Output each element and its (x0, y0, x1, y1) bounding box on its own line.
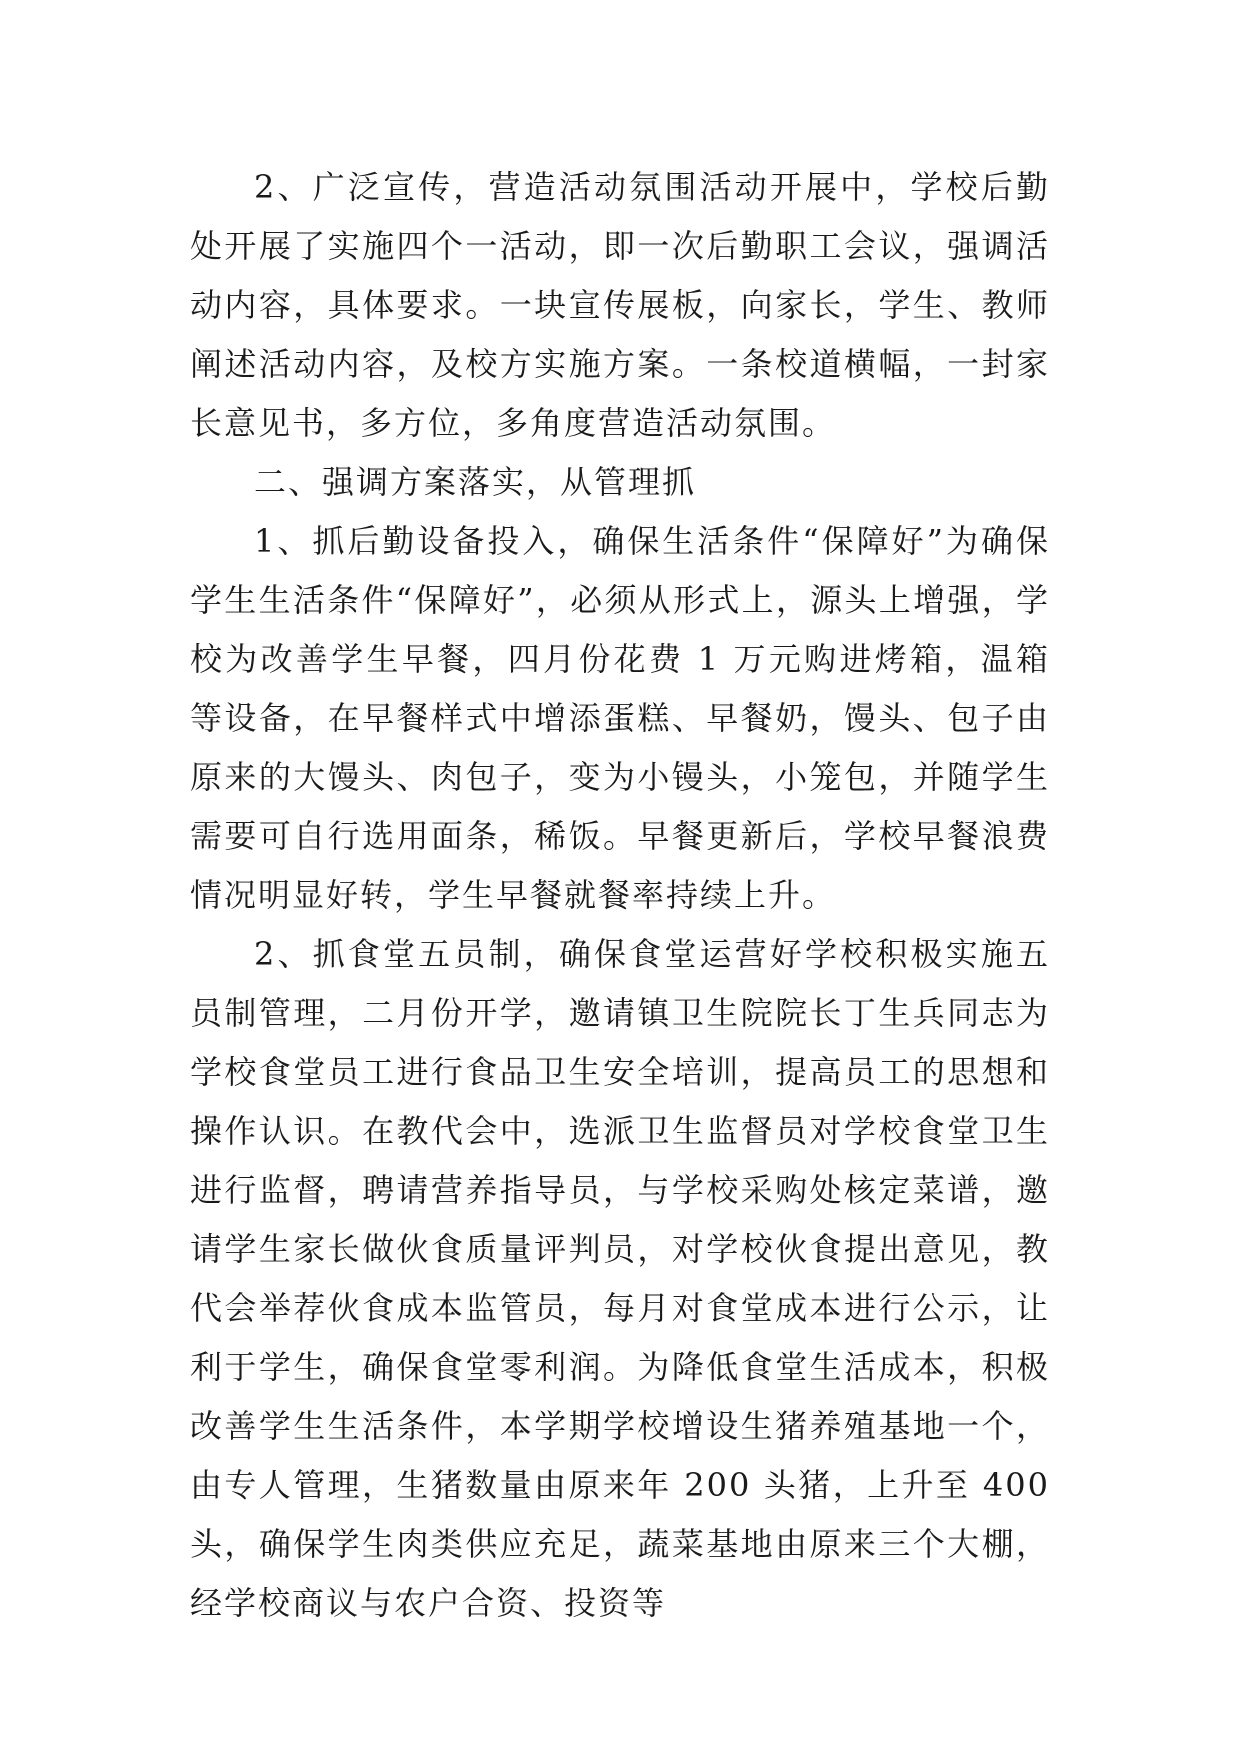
paragraph-publicity: 2、广泛宣传，营造活动氛围活动开展中，学校后勤处开展了实施四个一活动，即一次后勤职工会议，强调活动内容，具体要求。一块宣传展板，向家长，学生、教师阐述活动内容，及校方实施方案。一条校道横幅，一封家长意见书，多方位，多角度营造活动氛围。 (190, 168, 1050, 442)
paragraph-canteen: 2、抓食堂五员制，确保食堂运营好学校积极实施五员制管理，二月份开学，邀请镇卫生院院长丁生兵同志为学校食堂员工进行食品卫生安全培训，提高员工的思想和操作认识。在教代会中，选派卫生监督员对学校食堂卫生进行监督，聘请营养指导员，与学校采购处核定菜谱，邀请学生家长做伙食质量评判员，对学校伙食提出意见，教代会举荐伙食成本监管员，每月对食堂成本进行公示，让利于学生，确保食堂零利润。为降低食堂生活成本，积极改善学生生活条件，本学期学校增设生猪养殖基地一个，由专人管理，生猪数量由原来年 200 头猪，上升至 400 头，确保学生肉类供应充足，蔬菜基地由原来三个大棚，经学校商议与农户合资、投资等 (190, 935, 1050, 1622)
document-body (190, 158, 1050, 1633)
paragraph-equipment: 1、抓后勤设备投入，确保生活条件“保障好”为确保学生生活条件“保障好”，必须从形式上，源头上增强，学校为改善学生早餐，四月份花费 1 万元购进烤箱，温箱等设备，在早餐样式中增添蛋糕、早餐奶，馒头、包子由原来的大馒头、肉包子，变为小镘头，小笼包，并随学生需要可自行选用面条，稀饭。早餐更新后，学校早餐浪费情况明显好转，学生早餐就餐率持续上升。 (190, 522, 1050, 914)
section-heading-implementation: 二、强调方案落实，从管理抓 (254, 463, 697, 501)
